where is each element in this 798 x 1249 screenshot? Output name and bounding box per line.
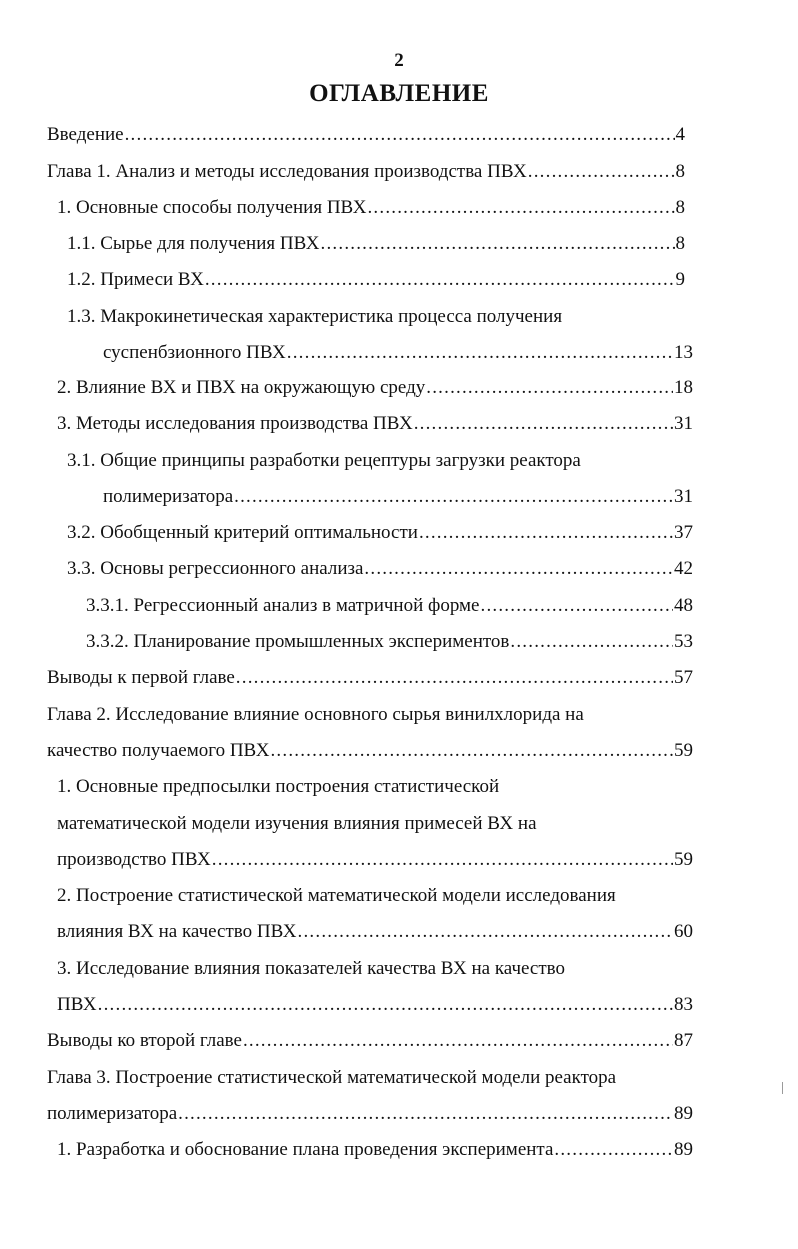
toc-entry-page: 8 [675, 197, 685, 218]
toc-entry[interactable] [86, 624, 693, 660]
toc-entry-page: 89 [674, 1139, 693, 1160]
toc-entry-page: 31 [674, 486, 693, 507]
toc-entry-title-continued: суспенбзионного ПВХ [103, 342, 286, 363]
toc-entry-page: 37 [674, 522, 693, 543]
toc-entry-title: 1. Основные способы получения ПВХ [57, 197, 367, 218]
toc-entry-page: 57 [674, 667, 693, 688]
toc-entry-page: 4 [675, 124, 685, 145]
dot-leader [236, 660, 673, 696]
dot-leader [367, 190, 674, 226]
dot-leader [178, 1096, 673, 1132]
toc-entry-title[interactable]: Глава 3. Построение статистической математической модели реактора [47, 1067, 617, 1088]
toc-entry[interactable] [47, 1096, 693, 1132]
dot-leader [321, 226, 675, 262]
toc-entry-title[interactable]: 1. Основные предпосылки построения статистической [57, 776, 500, 797]
dot-leader [528, 154, 675, 190]
scan-edge-mark [782, 1082, 783, 1094]
toc-entry-title: 1.1. Сырье для получения ПВХ [67, 233, 320, 254]
toc-entry-page: 18 [674, 377, 693, 398]
dot-leader [298, 914, 673, 950]
toc-entry-page: 8 [675, 233, 685, 254]
toc-entry[interactable] [67, 226, 685, 262]
toc-entry[interactable] [57, 987, 693, 1023]
toc-entry[interactable] [67, 551, 693, 587]
dot-leader [98, 987, 673, 1023]
toc-entry-page: 59 [674, 740, 693, 761]
toc-entry-title: 2. Влияние ВХ и ПВХ на окружающую среду [57, 377, 426, 398]
toc-entry-title[interactable]: 1.3. Макрокинетическая характеристика процесса получения [67, 306, 563, 327]
toc-entry-page: 31 [674, 413, 693, 434]
toc-entry-title-continued: математической модели изучения влияния примесей ВХ на [57, 813, 537, 834]
toc-entry-page: 9 [675, 269, 685, 290]
dot-leader [234, 479, 673, 515]
dot-leader [243, 1023, 673, 1059]
dot-leader [426, 370, 673, 406]
toc-entry[interactable] [57, 914, 693, 950]
toc-entry[interactable] [86, 588, 693, 624]
toc-entry[interactable] [57, 370, 693, 406]
toc-entry[interactable] [103, 479, 693, 515]
toc-entry-page: 8 [675, 161, 685, 182]
toc-entry[interactable] [67, 515, 693, 551]
toc-entry-title: 3.3.2. Планирование промышленных экспериментов [86, 631, 510, 652]
toc-entry-page: 89 [674, 1103, 693, 1124]
dot-leader [287, 335, 673, 371]
toc-entry-title: Выводы к первой главе [47, 667, 235, 688]
dot-leader [554, 1132, 673, 1168]
toc-entry-title: 3. Методы исследования производства ПВХ [57, 413, 413, 434]
dot-leader [414, 406, 673, 442]
toc-entry-title[interactable]: 3. Исследование влияния показателей качества ВХ на качество [57, 958, 565, 979]
toc-entry[interactable] [57, 190, 685, 226]
toc-entry[interactable] [57, 406, 693, 442]
dot-leader [364, 551, 673, 587]
dot-leader [419, 515, 673, 551]
toc-entry-title: 3.2. Обобщенный критерий оптимальности [67, 522, 418, 543]
toc-entry[interactable] [47, 733, 693, 769]
toc-entry[interactable] [67, 262, 685, 298]
toc-entry-page: 60 [674, 921, 693, 942]
toc-entry[interactable] [47, 660, 693, 696]
toc-heading: ОГЛАВЛЕНИЕ [309, 80, 489, 107]
toc-entry-title: Выводы ко второй главе [47, 1030, 242, 1051]
page-number: 2 [394, 50, 404, 71]
toc-entry[interactable] [47, 154, 685, 190]
toc-entry-title: 3.3. Основы регрессионного анализа [67, 558, 364, 579]
toc-entry-title-continued: ПВХ [57, 994, 97, 1015]
dot-leader [481, 588, 674, 624]
dot-leader [205, 262, 675, 298]
toc-entry-title-continued: производство ПВХ [57, 849, 211, 870]
toc-entry-title: 1.2. Примеси ВХ [67, 269, 204, 290]
toc-entry-title: Глава 1. Анализ и методы исследования производства ПВХ [47, 161, 527, 182]
toc-entry-page: 13 [674, 342, 693, 363]
toc-entry-title: 1. Разработка и обоснование плана проведения эксперимента [57, 1139, 554, 1160]
dot-leader [212, 842, 673, 878]
toc-entry[interactable] [103, 335, 693, 371]
toc-entry[interactable] [57, 842, 693, 878]
toc-entry[interactable] [57, 1132, 693, 1168]
toc-entry-page: 83 [674, 994, 693, 1015]
toc-entry-title[interactable]: Глава 2. Исследование влияние основного сырья винилхлорида на [47, 704, 584, 725]
toc-entry-title-continued: полимеризатора [103, 486, 234, 507]
toc-entry-page: 42 [674, 558, 693, 579]
toc-entry-page: 53 [674, 631, 693, 652]
toc-entry-page: 87 [674, 1030, 693, 1051]
toc-entry-title: Введение [47, 124, 124, 145]
toc-entry-title: 3.3.1. Регрессионный анализ в матричной форме [86, 595, 480, 616]
toc-entry[interactable] [47, 1023, 693, 1059]
toc-entry-title[interactable]: 3.1. Общие принципы разработки рецептуры загрузки реактора [67, 450, 581, 471]
dot-leader [270, 733, 673, 769]
dot-leader [125, 117, 675, 153]
dot-leader [510, 624, 673, 660]
toc-entry-title-continued: влияния ВХ на качество ПВХ [57, 921, 297, 942]
toc-entry-title-continued: качество получаемого ПВХ [47, 740, 270, 761]
toc-entry-page: 59 [674, 849, 693, 870]
toc-entry-title-continued: полимеризатора [47, 1103, 178, 1124]
toc-entry-page: 48 [674, 595, 693, 616]
toc-entry-title[interactable]: 2. Построение статистической математической модели исследования [57, 885, 616, 906]
toc-entry[interactable] [47, 117, 685, 153]
